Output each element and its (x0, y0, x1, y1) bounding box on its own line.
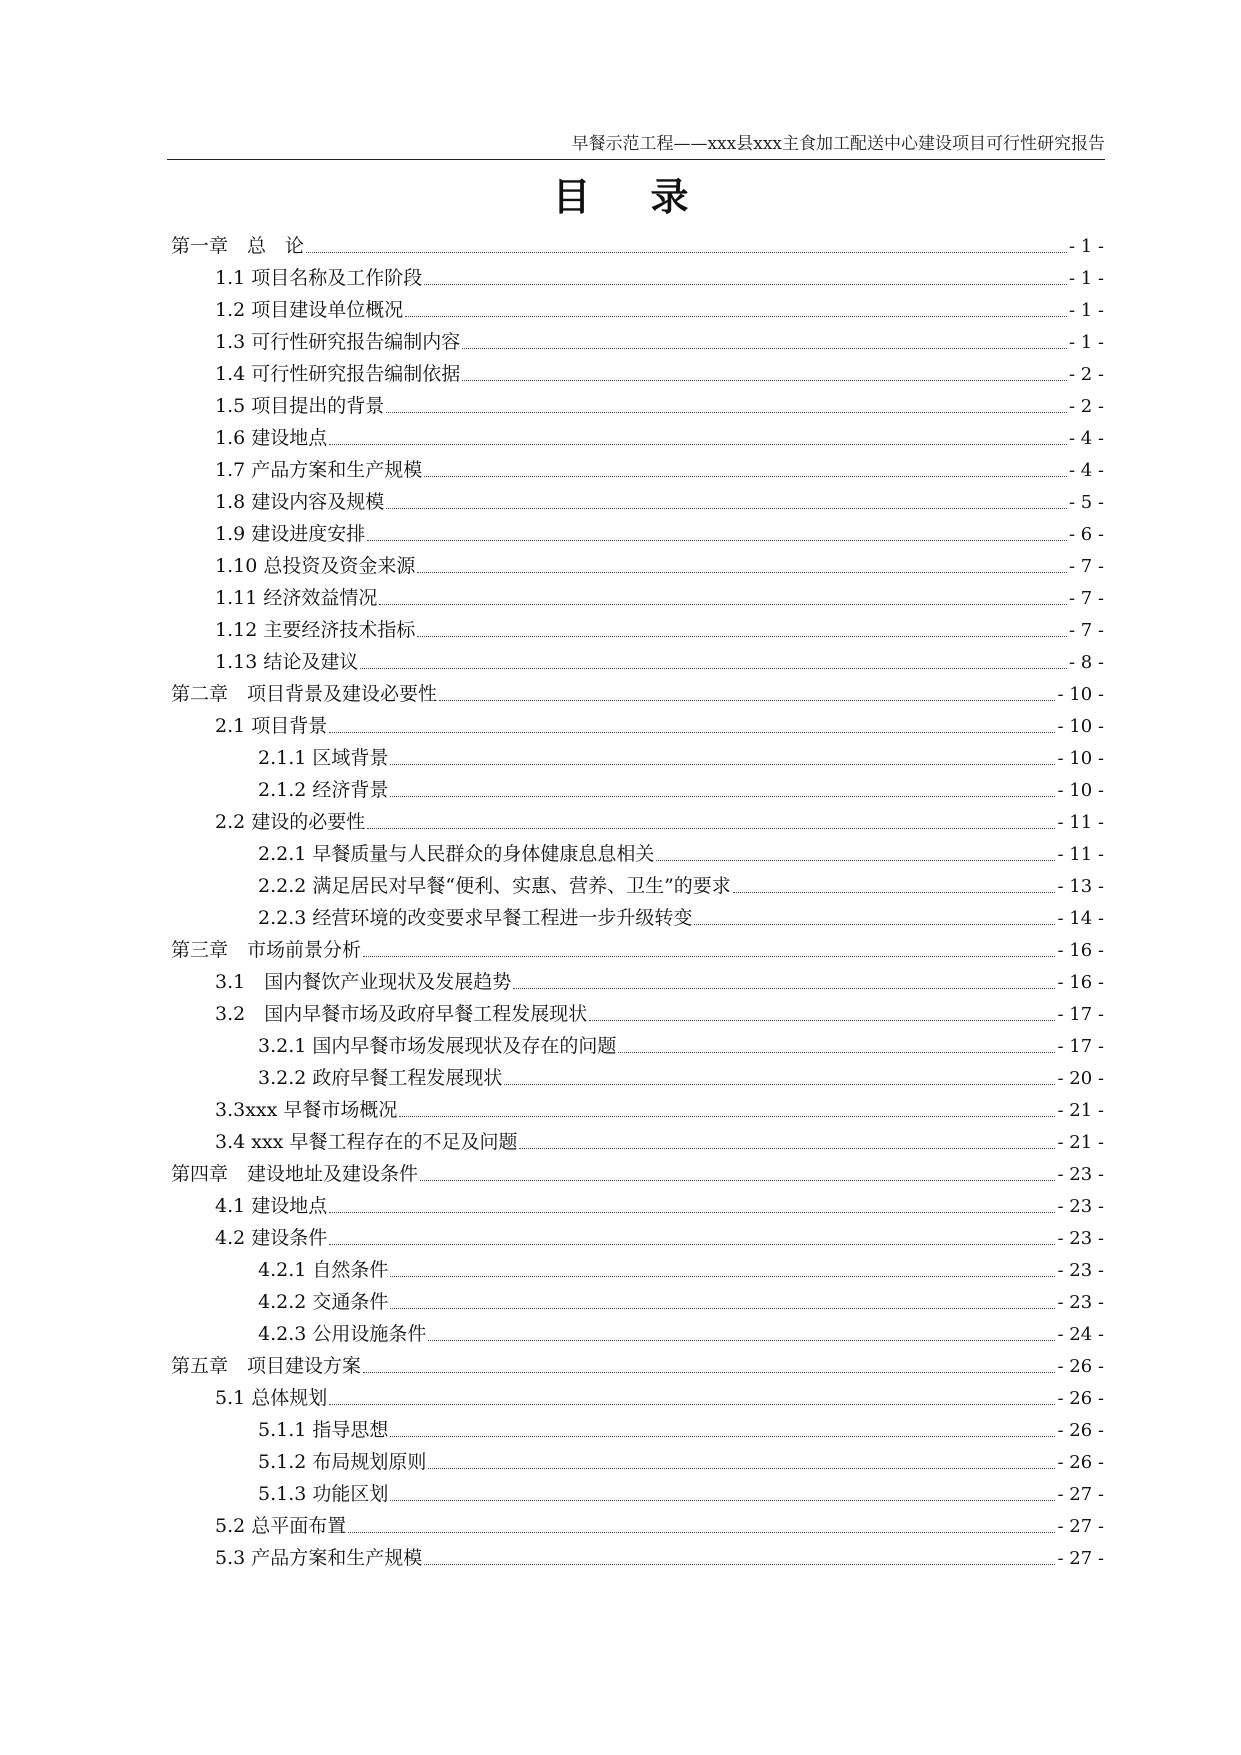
toc-entry-page-number: - 21 - (1057, 1100, 1104, 1121)
dot-leader (504, 1083, 1055, 1085)
toc-entry[interactable] (171, 934, 1104, 966)
toc-entry-title: 3.2.2 政府早餐工程发展现状 (258, 1067, 503, 1089)
toc-entry[interactable] (171, 742, 1104, 774)
toc-entry[interactable] (171, 262, 1104, 294)
toc-entry-title: 1.4 可行性研究报告编制依据 (215, 363, 461, 385)
dot-leader (424, 475, 1067, 477)
toc-entry-page-number: - 23 - (1057, 1196, 1104, 1217)
toc-entry-page-number: - 1 - (1068, 268, 1104, 289)
toc-entry[interactable] (171, 1254, 1104, 1286)
toc-entry[interactable] (171, 966, 1104, 998)
dot-leader (656, 859, 1055, 861)
toc-entry[interactable] (171, 1318, 1104, 1350)
dot-leader (329, 731, 1055, 733)
toc-entry[interactable] (171, 390, 1104, 422)
dot-leader (439, 699, 1055, 701)
running-header: 早餐示范工程——xxx县xxx主食加工配送中心建设项目可行性研究报告 (167, 133, 1105, 160)
toc-entry[interactable] (171, 646, 1104, 678)
dot-leader (386, 411, 1067, 413)
toc-entry-page-number: - 17 - (1057, 1036, 1104, 1057)
dot-leader (618, 1051, 1055, 1053)
toc-entry-page-number: - 7 - (1068, 620, 1104, 641)
dot-leader (424, 283, 1067, 285)
toc-entry-page-number: - 10 - (1057, 716, 1104, 737)
toc-entry-page-number: - 24 - (1057, 1324, 1104, 1345)
toc-entry-page-number: - 1 - (1068, 300, 1104, 321)
toc-entry-page-number: - 23 - (1057, 1164, 1104, 1185)
table-of-contents (171, 230, 1104, 1574)
toc-entry-page-number: - 13 - (1057, 876, 1104, 897)
toc-entry-title: 第五章 项目建设方案 (171, 1355, 362, 1377)
toc-entry[interactable] (171, 230, 1104, 262)
toc-entry-title: 1.7 产品方案和生产规模 (215, 459, 423, 481)
toc-entry-title: 5.3 产品方案和生产规模 (215, 1547, 423, 1569)
toc-entry[interactable] (171, 1190, 1104, 1222)
toc-entry[interactable] (171, 1126, 1104, 1158)
toc-entry-page-number: - 4 - (1068, 428, 1104, 449)
toc-entry-title: 2.2.2 满足居民对早餐“便利、实惠、营养、卫生”的要求 (258, 875, 731, 897)
toc-entry[interactable] (171, 454, 1104, 486)
toc-entry-title: 1.11 经济效益情况 (215, 587, 378, 609)
dot-leader (386, 507, 1067, 509)
dot-leader (405, 315, 1067, 317)
toc-entry-page-number: - 17 - (1057, 1004, 1104, 1025)
toc-entry[interactable] (171, 1094, 1104, 1126)
dot-leader (589, 1019, 1055, 1021)
toc-entry-title: 1.10 总投资及资金来源 (215, 555, 416, 577)
toc-entry-title: 4.1 建设地点 (215, 1195, 328, 1217)
dot-leader (390, 1275, 1055, 1277)
dot-leader (390, 1499, 1055, 1501)
toc-entry-title: 1.2 项目建设单位概况 (215, 299, 404, 321)
toc-entry[interactable] (171, 1446, 1104, 1478)
toc-entry-title: 1.1 项目名称及工作阶段 (215, 267, 423, 289)
dot-leader (417, 635, 1067, 637)
dot-leader (306, 251, 1067, 253)
dot-leader (329, 443, 1067, 445)
dot-leader (462, 379, 1067, 381)
toc-entry[interactable] (171, 422, 1104, 454)
toc-entry-title: 2.2 建设的必要性 (215, 811, 366, 833)
toc-entry-page-number: - 1 - (1068, 332, 1104, 353)
toc-entry[interactable] (171, 998, 1104, 1030)
toc-entry-title: 3.3xxx 早餐市场概况 (215, 1099, 398, 1121)
toc-entry[interactable] (171, 870, 1104, 902)
toc-entry[interactable] (171, 1542, 1104, 1574)
dot-leader (424, 1563, 1055, 1565)
toc-entry-page-number: - 26 - (1057, 1420, 1104, 1441)
dot-leader (379, 603, 1067, 605)
toc-entry[interactable] (171, 678, 1104, 710)
toc-entry-title: 3.2 国内早餐市场及政府早餐工程发展现状 (215, 1003, 588, 1025)
dot-leader (390, 1435, 1055, 1437)
toc-entry-title: 1.6 建设地点 (215, 427, 328, 449)
toc-entry-title: 1.12 主要经济技术指标 (215, 619, 416, 641)
toc-entry-page-number: - 7 - (1068, 588, 1104, 609)
toc-entry[interactable] (171, 326, 1104, 358)
dot-leader (329, 1243, 1055, 1245)
toc-entry[interactable] (171, 518, 1104, 550)
toc-entry[interactable] (171, 1478, 1104, 1510)
toc-entry-page-number: - 11 - (1057, 844, 1104, 865)
toc-entry[interactable] (171, 1030, 1104, 1062)
toc-entry-title: 4.2.1 自然条件 (258, 1259, 389, 1281)
toc-entry[interactable] (171, 902, 1104, 934)
dot-leader (399, 1115, 1055, 1117)
toc-entry-title: 5.1.1 指导思想 (258, 1419, 389, 1441)
dot-leader (348, 1531, 1055, 1533)
dot-leader (363, 1371, 1055, 1373)
toc-entry[interactable] (171, 1510, 1104, 1542)
toc-entry-page-number: - 23 - (1057, 1228, 1104, 1249)
toc-entry-page-number: - 26 - (1057, 1356, 1104, 1377)
toc-entry-title: 4.2.3 公用设施条件 (258, 1323, 427, 1345)
toc-entry-page-number: - 1 - (1068, 236, 1104, 257)
toc-entry-page-number: - 4 - (1068, 460, 1104, 481)
toc-entry-page-number: - 21 - (1057, 1132, 1104, 1153)
dot-leader (360, 667, 1067, 669)
toc-entry-page-number: - 14 - (1057, 908, 1104, 929)
toc-entry-title: 第三章 市场前景分析 (171, 939, 362, 961)
toc-entry[interactable] (171, 1414, 1104, 1446)
toc-entry[interactable] (171, 1158, 1104, 1190)
toc-entry-page-number: - 7 - (1068, 556, 1104, 577)
toc-entry-title: 5.2 总平面布置 (215, 1515, 347, 1537)
dot-leader (694, 923, 1055, 925)
toc-entry-page-number: - 23 - (1057, 1292, 1104, 1313)
toc-entry-page-number: - 2 - (1068, 364, 1104, 385)
dot-leader (390, 795, 1055, 797)
dot-leader (733, 891, 1056, 893)
toc-entry[interactable] (171, 1222, 1104, 1254)
dot-leader (420, 1179, 1055, 1181)
dot-leader (390, 763, 1055, 765)
dot-leader (428, 1467, 1055, 1469)
toc-entry-title: 3.2.1 国内早餐市场发展现状及存在的问题 (258, 1035, 617, 1057)
toc-entry[interactable] (171, 294, 1104, 326)
toc-entry-page-number: - 10 - (1057, 684, 1104, 705)
toc-entry-title: 2.1.2 经济背景 (258, 779, 389, 801)
toc-entry[interactable] (171, 806, 1104, 838)
toc-entry-title: 2.1.1 区域背景 (258, 747, 389, 769)
toc-entry[interactable] (171, 1062, 1104, 1094)
toc-entry[interactable] (171, 1286, 1104, 1318)
dot-leader (428, 1339, 1055, 1341)
dot-leader (363, 955, 1055, 957)
toc-entry-title: 4.2 建设条件 (215, 1227, 328, 1249)
toc-entry-page-number: - 20 - (1057, 1068, 1104, 1089)
toc-entry-page-number: - 26 - (1057, 1452, 1104, 1473)
toc-entry-title: 第二章 项目背景及建设必要性 (171, 683, 438, 705)
page-title: 目录 (552, 175, 749, 219)
toc-entry[interactable] (171, 774, 1104, 806)
toc-entry-page-number: - 6 - (1068, 524, 1104, 545)
toc-entry-title: 3.1 国内餐饮产业现状及发展趋势 (215, 971, 512, 993)
toc-entry[interactable] (171, 1382, 1104, 1414)
toc-entry-title: 5.1.3 功能区划 (258, 1483, 389, 1505)
toc-entry-title: 1.3 可行性研究报告编制内容 (215, 331, 461, 353)
toc-entry[interactable] (171, 1350, 1104, 1382)
dot-leader (367, 539, 1067, 541)
toc-entry-page-number: - 8 - (1068, 652, 1104, 673)
toc-entry-page-number: - 10 - (1057, 748, 1104, 769)
toc-entry-page-number: - 16 - (1057, 972, 1104, 993)
dot-leader (519, 1147, 1055, 1149)
dot-leader (329, 1211, 1055, 1213)
toc-entry-title: 第四章 建设地址及建设条件 (171, 1163, 419, 1185)
toc-entry-title: 4.2.2 交通条件 (258, 1291, 389, 1313)
toc-entry-page-number: - 26 - (1057, 1388, 1104, 1409)
dot-leader (367, 827, 1055, 829)
toc-entry[interactable] (171, 582, 1104, 614)
toc-entry-title: 1.8 建设内容及规模 (215, 491, 385, 513)
toc-entry-page-number: - 11 - (1057, 812, 1104, 833)
toc-entry-page-number: - 2 - (1068, 396, 1104, 417)
toc-entry-page-number: - 23 - (1057, 1260, 1104, 1281)
dot-leader (329, 1403, 1055, 1405)
toc-entry-title: 1.5 项目提出的背景 (215, 395, 385, 417)
dot-leader (462, 347, 1067, 349)
toc-entry-title: 2.2.3 经营环境的改变要求早餐工程进一步升级转变 (258, 907, 693, 929)
toc-entry-title: 2.1 项目背景 (215, 715, 328, 737)
dot-leader (513, 987, 1055, 989)
toc-entry-page-number: - 27 - (1057, 1516, 1104, 1537)
toc-entry[interactable] (171, 710, 1104, 742)
dot-leader (417, 571, 1067, 573)
toc-entry-page-number: - 16 - (1057, 940, 1104, 961)
toc-entry-title: 5.1.2 布局规划原则 (258, 1451, 427, 1473)
dot-leader (390, 1307, 1055, 1309)
toc-entry-title: 1.13 结论及建议 (215, 651, 359, 673)
toc-entry-title: 第一章 总 论 (171, 235, 305, 257)
toc-entry-page-number: - 27 - (1057, 1548, 1104, 1569)
toc-entry-page-number: - 5 - (1068, 492, 1104, 513)
toc-entry-title: 3.4 xxx 早餐工程存在的不足及问题 (215, 1131, 518, 1153)
toc-entry-page-number: - 10 - (1057, 780, 1104, 801)
toc-entry-page-number: - 27 - (1057, 1484, 1104, 1505)
toc-entry-title: 2.2.1 早餐质量与人民群众的身体健康息息相关 (258, 843, 655, 865)
toc-entry-title: 1.9 建设进度安排 (215, 523, 366, 545)
toc-entry-title: 5.1 总体规划 (215, 1387, 328, 1409)
toc-entry[interactable] (171, 838, 1104, 870)
toc-entry[interactable] (171, 486, 1104, 518)
toc-entry[interactable] (171, 550, 1104, 582)
toc-entry[interactable] (171, 614, 1104, 646)
toc-entry[interactable] (171, 358, 1104, 390)
